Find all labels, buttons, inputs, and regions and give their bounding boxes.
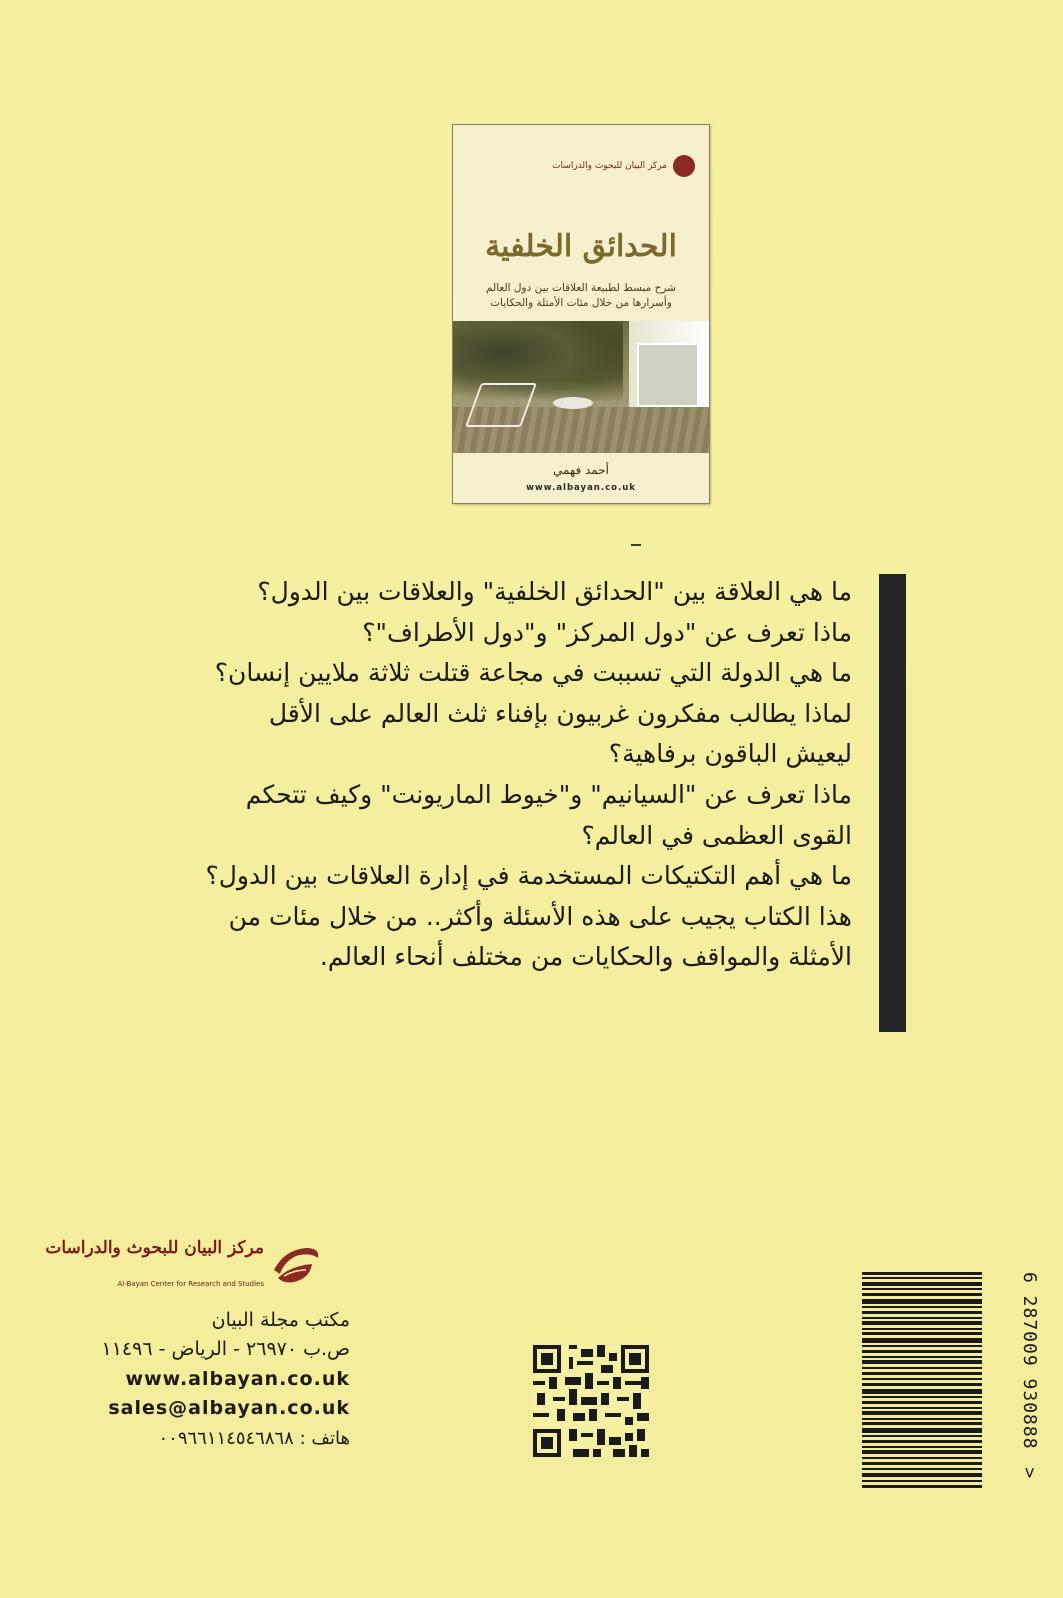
publisher-emblem-icon (270, 1240, 322, 1288)
photo-window (637, 343, 699, 407)
publisher-name-ar: مركز البيان للبحوث والدراسات (45, 1238, 264, 1258)
barcode-arrow: > (1019, 1467, 1040, 1480)
office-name: مكتب مجلة البيان (211, 1309, 350, 1331)
cover-publisher-name: مركز البيان للبحوث والدراسات (552, 161, 667, 171)
barcode (862, 1272, 1040, 1490)
po-box: ص.ب ٢٦٩٧٠ - الرياض - ١١٤٩٦ (101, 1338, 350, 1360)
publisher-logo-icon (673, 155, 695, 177)
cover-author: أحمد فهمي (552, 463, 609, 477)
qr-code-icon (533, 1345, 649, 1457)
publisher-website[interactable]: www.albayan.co.uk (125, 1368, 350, 1390)
blurb-paragraph: ماذا تعرف عن "السيانيم" و"خيوط الماريونت" وكيف تتحكم القوى العظمى في العالم؟ (245, 779, 852, 850)
blurb-paragraph: هذا الكتاب يجيب على هذه الأسئلة وأكثر.. من خلال مئات من الأمثلة والمواقف والحكايات من مختلف أنحاء العالم. (228, 901, 852, 972)
barcode-digits (1016, 1272, 1040, 1490)
blurb-paragraph: ماذا تعرف عن "دول المركز" و"دول الأطراف"؟ (362, 617, 852, 647)
publisher-contact (80, 1306, 350, 1364)
publisher-logo (45, 1236, 322, 1298)
publisher-email[interactable]: sales@albayan.co.uk (108, 1397, 350, 1419)
photo-table (553, 397, 593, 409)
book-cover-thumbnail (452, 124, 710, 504)
blurb-paragraph: ما هي العلاقة بين "الحدائق الخلفية" والعلاقات بين الدول؟ (257, 577, 852, 606)
blurb-paragraph: ما هي أهم التكتيكات المستخدمة في إدارة العلاقات بين الدول؟ (205, 861, 852, 891)
cover-title: الحدائق الخلفية (485, 229, 677, 264)
blurb-paragraph: ما هي الدولة التي تسببت في مجاعة قتلت ثلاثة ملايين إنسان؟ (214, 658, 852, 688)
barcode-bars-icon (862, 1272, 982, 1490)
cover-publisher (545, 145, 695, 187)
divider-mark (631, 544, 641, 546)
publisher-links (80, 1365, 350, 1423)
cover-subtitle-line: شرح مبسط لطبيعة العلاقات بين دول العالم (486, 282, 676, 294)
blurb-paragraph: لماذا يطالب مفكرون غربيون بإفناء ثلث العالم على الأقل ليعيش الباقون برفاهية؟ (268, 698, 852, 769)
cover-garden-photo (453, 321, 709, 453)
publisher-name-en: Al-Bayan Center for Research and Studies (117, 1280, 264, 1288)
back-cover-blurb (200, 572, 852, 978)
blurb-side-bar (879, 574, 906, 1032)
cover-subtitle-line: وأسرارها من خلال مئات الأمثلة والحكايات (490, 297, 672, 309)
barcode-number: 6 287009 930888 (1019, 1272, 1040, 1450)
cover-url: www.albayan.co.uk (526, 483, 636, 493)
publisher-phone: هاتف : ٠٠٩٦٦١١٤٥٤٦٨٦٨ (158, 1428, 350, 1449)
cover-subtitle (461, 281, 701, 311)
